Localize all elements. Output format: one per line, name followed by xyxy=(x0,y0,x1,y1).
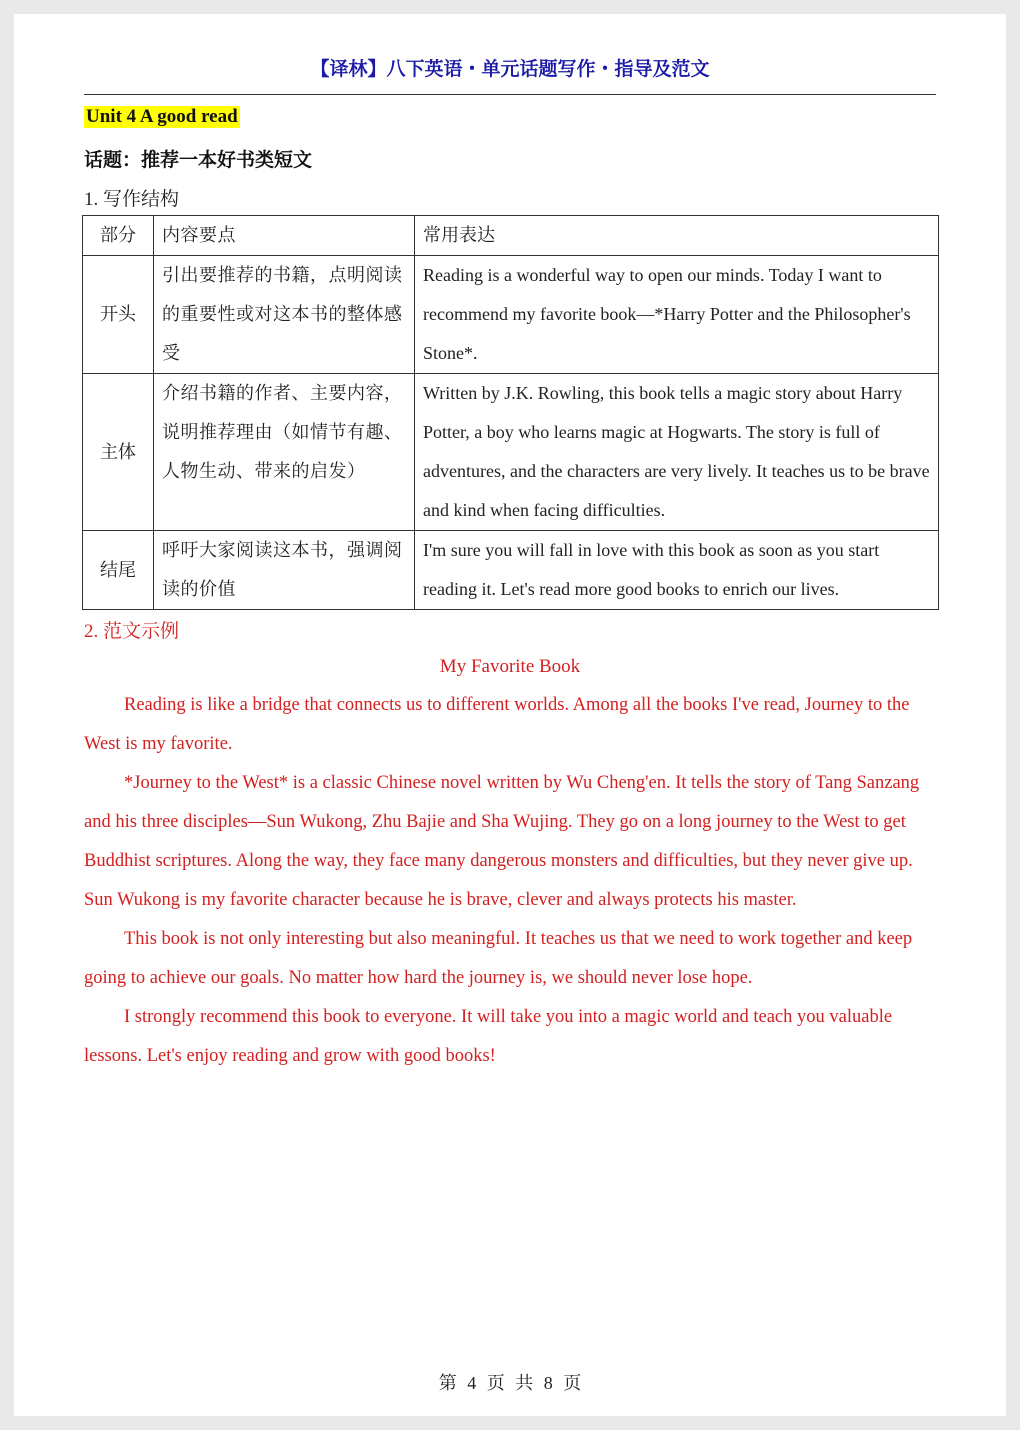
expression-cell: Written by J.K. Rowling, this book tells a magic story about Harry Potter, a boy who learns magic at Hogwarts. The story is full of adventures, and the characters are very lively. It teaches us to be brave and kind when facing difficulties. xyxy=(415,374,939,531)
essay-paragraph: *Journey to the West* is a classic Chinese novel written by Wu Cheng'en. It tells the story of Tang Sanzang and his three disciples—Sun Wukong, Zhu Bajie and Sha Wujing. They go on a long journey to the West to get Buddhist scriptures. Along the way, they face many dangerous monsters and difficulties, but they never give up. Sun Wukong is my favorite character because he is brave, clever and always protects his master. xyxy=(84,773,920,910)
part-cell: 结尾 xyxy=(83,531,154,610)
essay-paragraph: I strongly recommend this book to everyone. It will take you into a magic world and teach you valuable lessons. Let's enjoy reading and grow with good books! xyxy=(84,1007,893,1066)
essay-paragraph: Reading is like a bridge that connects us to different worlds. Among all the books I've read, Journey to the West is my favorite. xyxy=(84,695,910,754)
part-cell: 主体 xyxy=(83,374,154,531)
essay-body xyxy=(84,686,939,1076)
table-row xyxy=(83,256,939,374)
table-row xyxy=(83,374,939,531)
section-heading-sample: 2. 范文示例 xyxy=(84,621,180,642)
points-cell: 介绍书籍的作者、主要内容，说明推荐理由（如情节有趣、人物生动、带来的启发） xyxy=(154,374,415,531)
writing-structure-table xyxy=(82,215,939,610)
table-header-cell: 部分 xyxy=(83,216,154,256)
topic-heading: 话题：推荐一本好书类短文 xyxy=(84,150,313,171)
expression-cell: Reading is a wonderful way to open our minds. Today I want to recommend my favorite book—*Harry Potter and the Philosopher's Stone*. xyxy=(415,256,939,374)
essay-paragraph: This book is not only interesting but also meaningful. It teaches us that we need to work together and keep going to achieve our goals. No matter how hard the journey is, we should never lose hope. xyxy=(84,929,913,988)
page-number: 第 4 页 共 8 页 xyxy=(438,1373,582,1393)
table-header-cell: 内容要点 xyxy=(154,216,415,256)
essay-title: My Favorite Book xyxy=(439,656,581,677)
table-header-cell: 常用表达 xyxy=(415,216,939,256)
unit-title: Unit 4 A good read xyxy=(86,106,238,127)
expression-cell: I'm sure you will fall in love with this book as soon as you start reading it. Let's read more good books to enrich our lives. xyxy=(415,531,939,610)
section-heading-structure: 1. 写作结构 xyxy=(84,189,180,210)
document-page xyxy=(14,14,1006,1416)
points-cell: 呼吁大家阅读这本书，强调阅读的价值 xyxy=(154,531,415,610)
header-divider xyxy=(84,94,936,95)
document-header: 【译林】八下英语・单元话题写作・指导及范文 xyxy=(310,59,710,80)
table-row xyxy=(83,531,939,610)
part-cell: 开头 xyxy=(83,256,154,374)
points-cell: 引出要推荐的书籍，点明阅读的重要性或对这本书的整体感受 xyxy=(154,256,415,374)
table-header-row xyxy=(83,216,939,256)
